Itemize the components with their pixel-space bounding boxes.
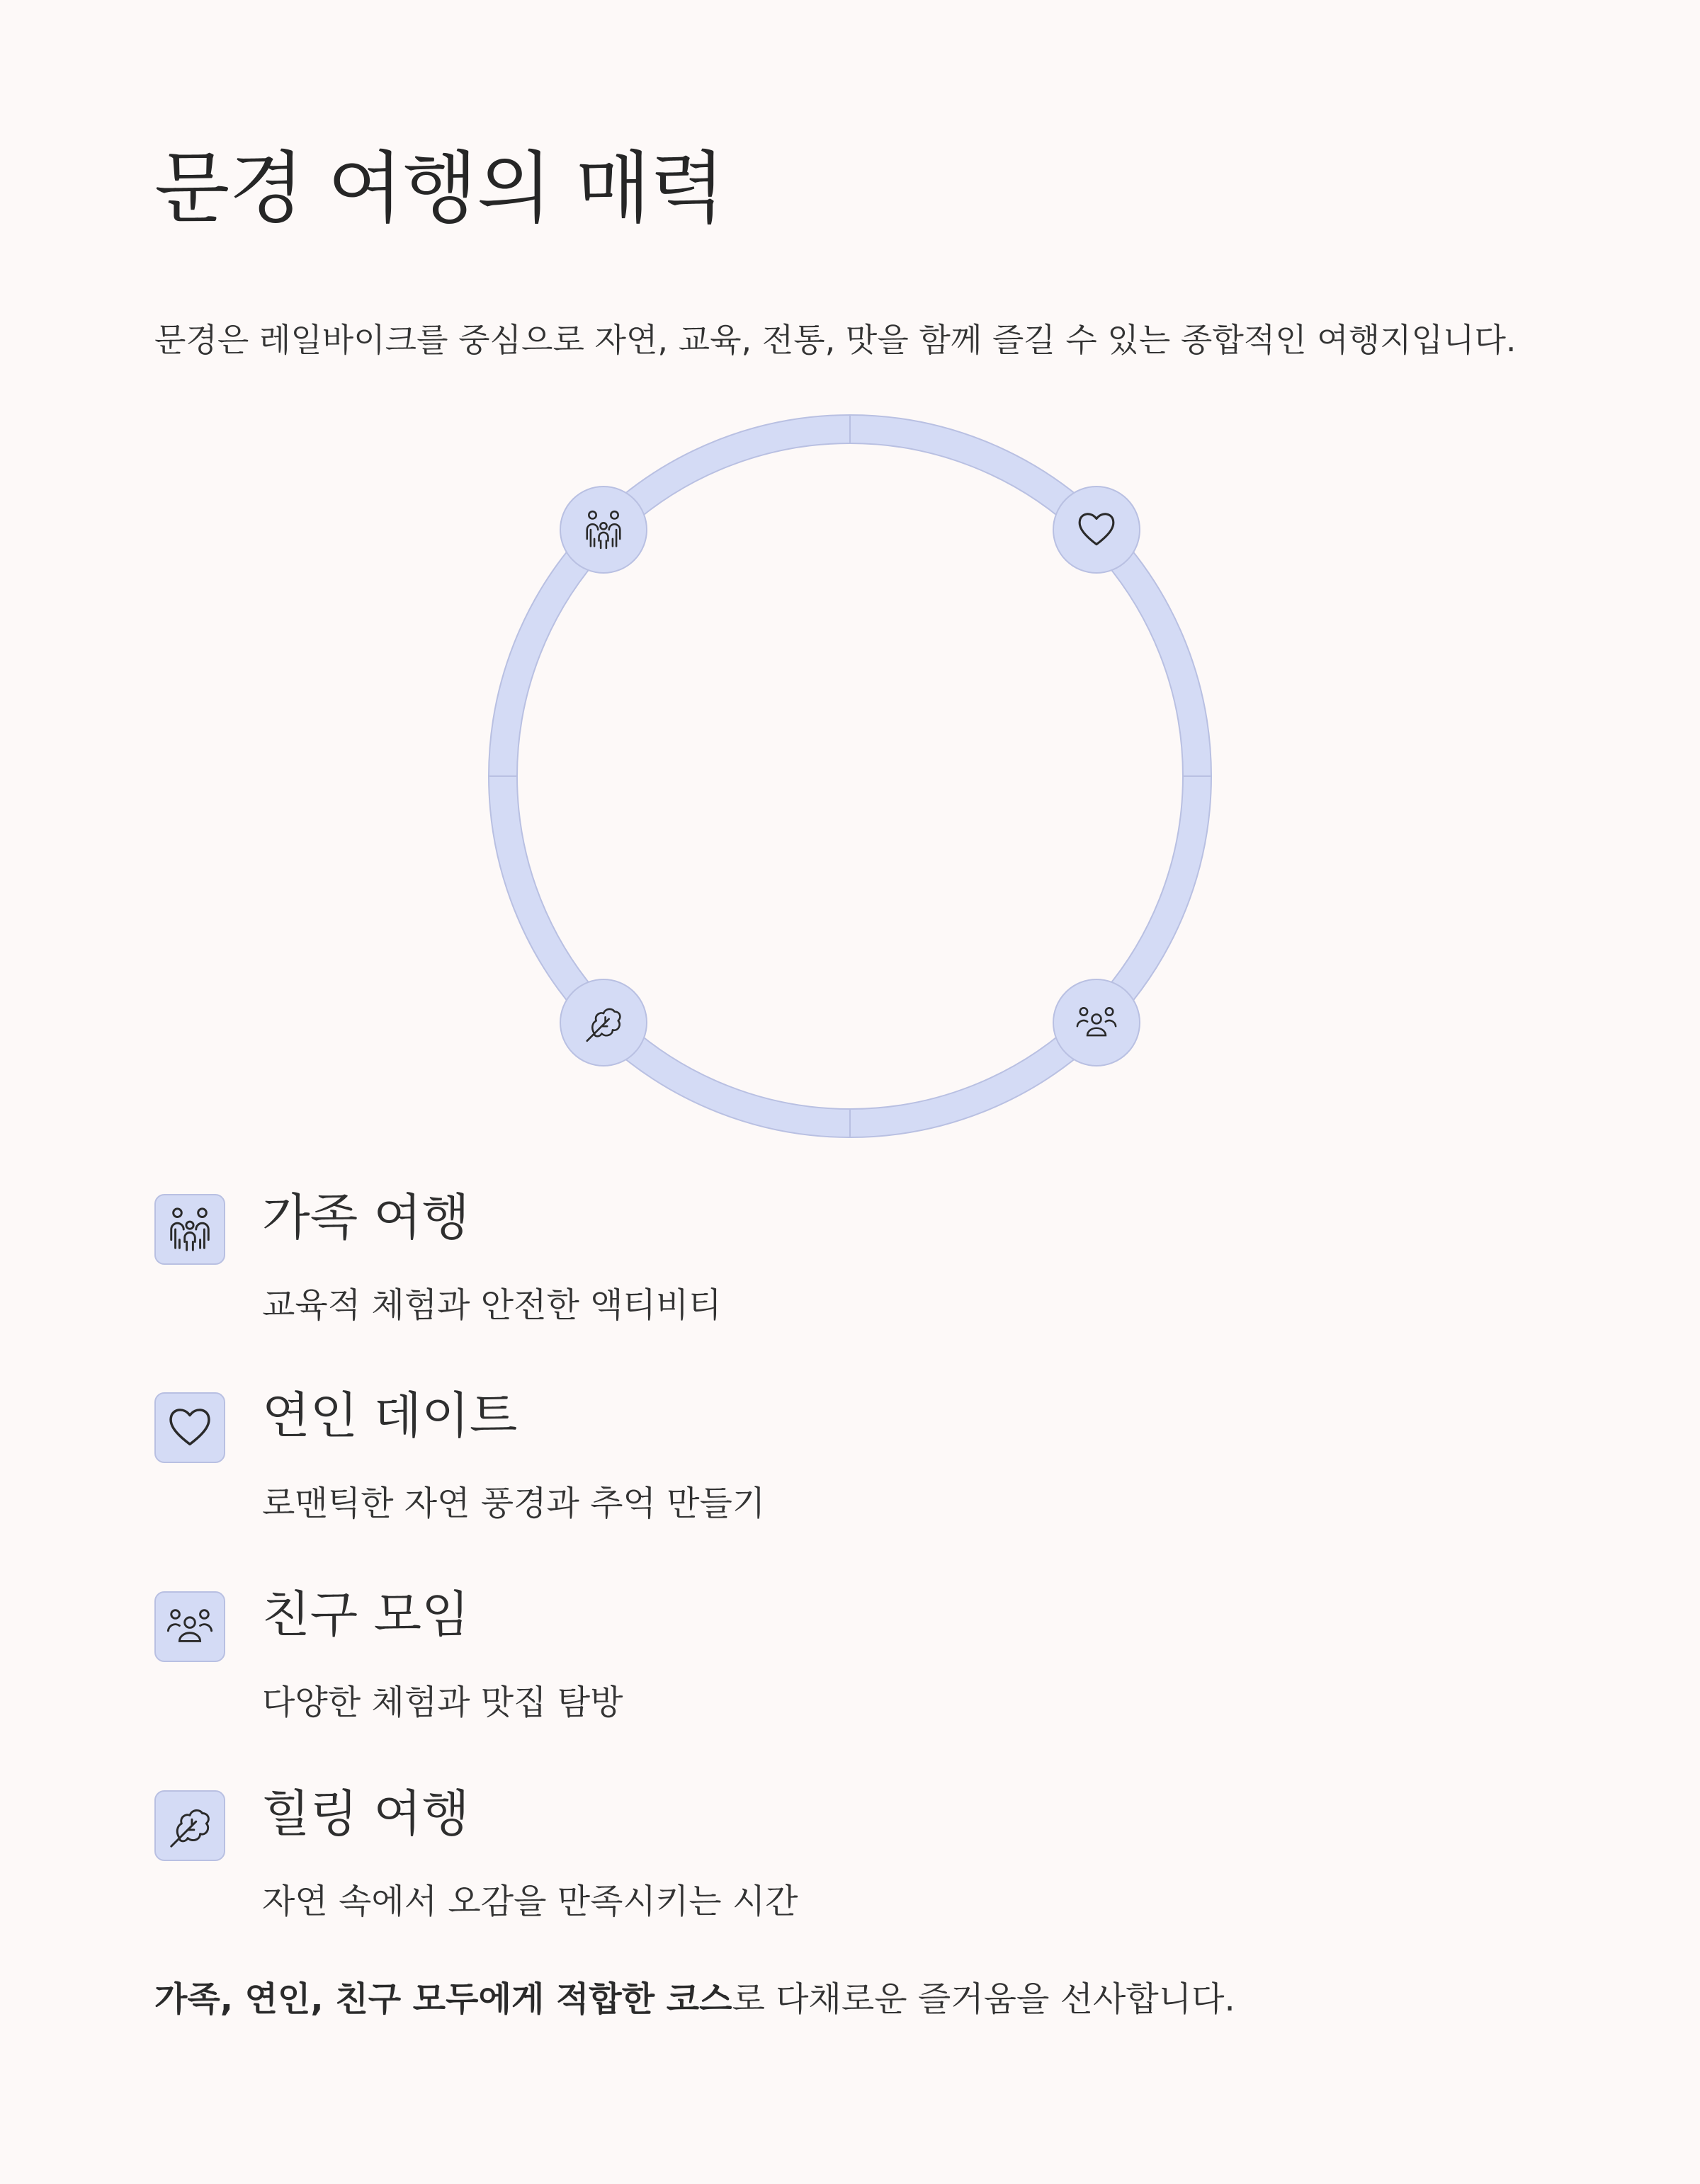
closing-rest: 로 다채로운 즐거움을 선사합니다. bbox=[732, 1979, 1235, 2019]
feature-friends bbox=[154, 1586, 1500, 1761]
page-subtitle: 문경은 레일바이크를 중심으로 자연, 교육, 전통, 맛을 함께 즐길 수 있는 종합적인 여행지입니다. bbox=[154, 321, 1517, 359]
feature-icon-box bbox=[154, 1194, 225, 1265]
cycle-diagram bbox=[482, 408, 1218, 1144]
feature-description: 자연 속에서 오감을 만족시키는 시간 bbox=[262, 1882, 798, 1921]
feature-icon-box bbox=[154, 1790, 225, 1861]
heart-icon bbox=[1075, 508, 1118, 552]
closing-emphasis: 가족, 연인, 친구 모두에게 적합한 코스 bbox=[154, 1979, 732, 2019]
feature-icon-box bbox=[154, 1392, 225, 1463]
feature-family bbox=[154, 1188, 1500, 1364]
leaf-icon bbox=[582, 1001, 625, 1045]
cycle-node-leaf bbox=[560, 979, 647, 1067]
cycle-node-family bbox=[560, 486, 647, 574]
feature-description: 로맨틱한 자연 풍경과 추억 만들기 bbox=[262, 1484, 766, 1523]
feature-description: 교육적 체험과 안전한 액티비티 bbox=[262, 1285, 722, 1325]
feature-description: 다양한 체험과 맛집 탐방 bbox=[262, 1683, 623, 1722]
feature-title: 가족 여행 bbox=[262, 1188, 470, 1246]
leaf-icon bbox=[165, 1801, 215, 1850]
closing-statement bbox=[154, 1976, 1235, 2023]
feature-title: 친구 모임 bbox=[262, 1586, 470, 1644]
feature-healing bbox=[154, 1785, 1500, 1960]
feature-icon-box bbox=[154, 1591, 225, 1662]
feature-couple bbox=[154, 1387, 1500, 1562]
feature-title: 힐링 여행 bbox=[262, 1785, 470, 1843]
family-icon bbox=[165, 1205, 215, 1254]
page-title: 문경 여행의 매력 bbox=[154, 143, 725, 234]
cycle-node-heart bbox=[1053, 486, 1140, 574]
family-icon bbox=[582, 508, 625, 552]
heart-icon bbox=[165, 1403, 215, 1452]
feature-title: 연인 데이트 bbox=[262, 1387, 518, 1445]
group-icon bbox=[1075, 1001, 1118, 1045]
group-icon bbox=[165, 1602, 215, 1651]
cycle-node-group bbox=[1053, 979, 1140, 1067]
